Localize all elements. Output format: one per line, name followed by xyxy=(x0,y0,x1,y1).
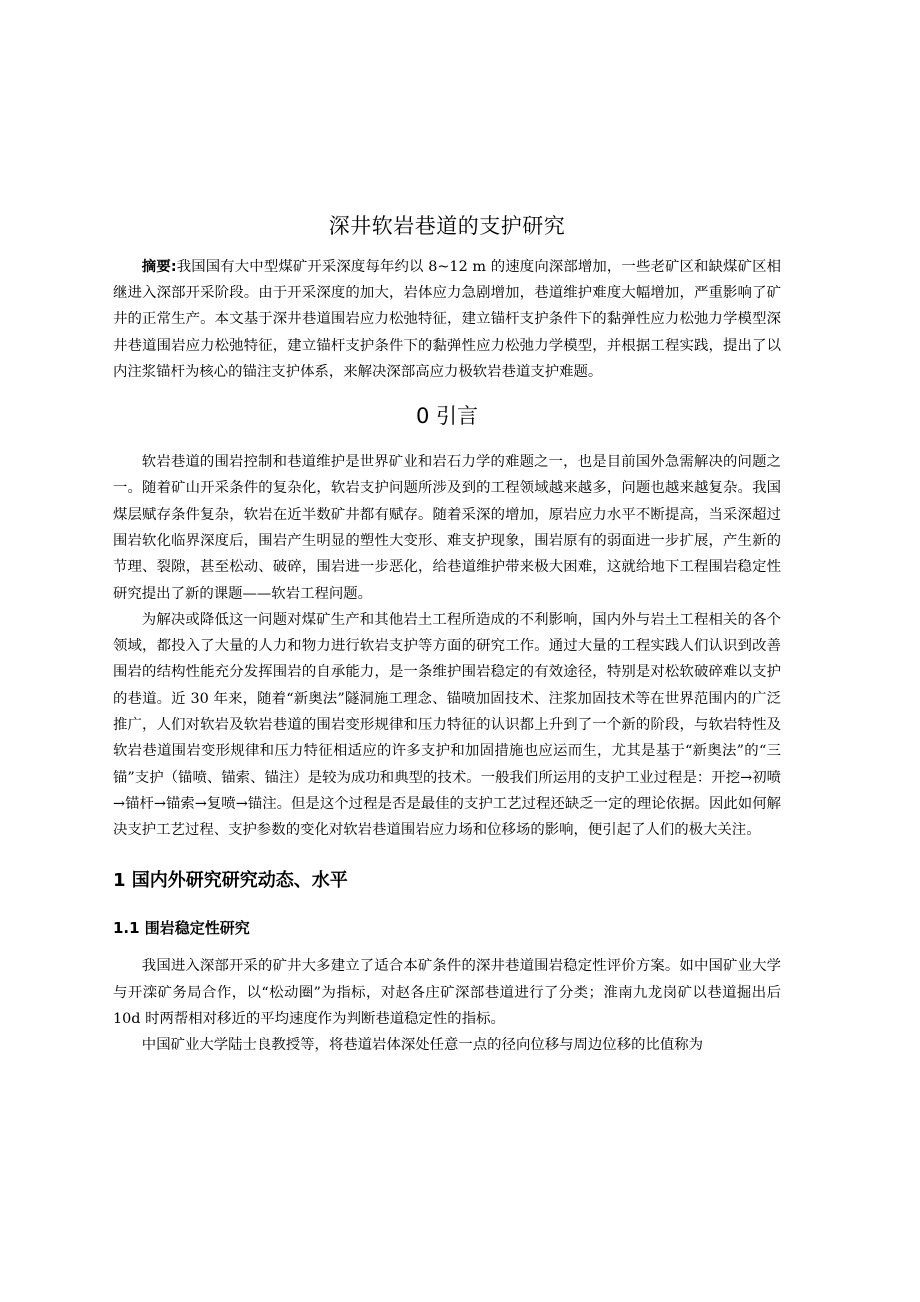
section-1-heading: 1 国内外研究研究动态、水平 xyxy=(113,870,348,892)
abstract-paragraph xyxy=(113,254,781,385)
abstract-text: 我国国有大中型煤矿开采深度每年约以 8~12 m 的速度向深部增加，一些老矿区和缺煤矿区相继进入深部开采阶段。由于开采深度的加大，岩体应力急剧增加，巷道维护难度大幅增加，严重影响了矿井的正常生产。本文基于深井巷道围岩应力松弛特征，建立锚杆支护条件下的黏弹性应力松弛力学模型深井巷道围岩应力松弛特征，建立锚杆支护条件下的黏弹性应力松弛力学模型，并根据工程实践，提出了以内注浆锚杆为核心的锚注支护体系，来解决深部高应力极软岩巷道支护难题。 xyxy=(113,259,781,380)
document-body xyxy=(113,210,781,1059)
subsection-1-1-heading: 1.1 围岩稳定性研究 xyxy=(113,919,250,938)
subsection-1-1-paragraph-2: 中国矿业大学陆士良教授等，将巷道岩体深处任意一点的径向位移与周边位移的比值称为 xyxy=(141,1037,704,1054)
subsection-1-1-paragraph-1: 我国进入深部开采的矿井大多建立了适合本矿条件的深井巷道围岩稳定性评价方案。如中国矿业大学与开滦矿务局合作，以“松动圈”为指标，对赵各庄矿深部巷道进行了分类；淮南九龙岗矿以巷道掘出后 10d 时两帮相对移近的平均速度作为判断巷道稳定性的指标。 xyxy=(113,958,781,1028)
abstract-label: 摘要: xyxy=(141,259,177,275)
section-0-paragraph-2: 为解决或降低这一问题对煤矿生产和其他岩土工程所造成的不利影响，国内外与岩土工程相关的各个领域，都投入了大量的人力和物力进行软岩支护等方面的研究工作。通过大量的工程实践人们认识到改善围岩的结构性能充分发挥围岩的自承能力，是一条维护围岩稳定的有效途径，特别是对松软破碎难以支护的巷道。近 30 年来，随着“新奥法”隧洞施工理念、锚喷加固技术、注浆加固技术等在世界范围内的广泛推广，人们对软岩及软岩巷道的围岩变形规律和压力特征的认识都上升到了一个新的阶段，与软岩特性及软岩巷道围岩变形规律和压力特征相适应的许多支护和加固措施也应运而生，尤其是基于“新奥法”的“三锚”支护（锚喷、锚索、锚注）是较为成功和典型的技术。一般我们所运用的支护工业过程是：开挖→初喷→锚杆→锚索→复喷→锚注。但是这个过程是否是最佳的支护工艺过程还缺乏一定的理论依据。因此如何解决支护工艺过程、支护参数的变化对软岩巷道围岩应力场和位移场的影响，便引起了人们的极大关注。 xyxy=(113,611,781,839)
document-title: 深井软岩巷道的支护研究 xyxy=(328,214,566,238)
section-0-paragraph-1: 软岩巷道的围岩控制和巷道维护是世界矿业和岩石力学的难题之一，也是目前国外急需解决的问题之一。随着矿山开采条件的复杂化，软岩支护问题所涉及到的工程领域越来越多，问题也越来越复杂。我国煤层赋存条件复杂，软岩在近半数矿井都有赋存。随着采深的增加，原岩应力水平不断提高，当采深超过围岩软化临界深度后，围岩产生明显的塑性大变形、难支护现象，围岩原有的弱面进一步扩展，产生新的节理、裂隙，甚至松动、破碎，围岩进一步恶化，给巷道维护带来极大困难，这就给地下工程围岩稳定性研究提出了新的课题——软岩工程问题。 xyxy=(113,454,781,602)
section-0-heading: 0 引言 xyxy=(415,404,479,429)
